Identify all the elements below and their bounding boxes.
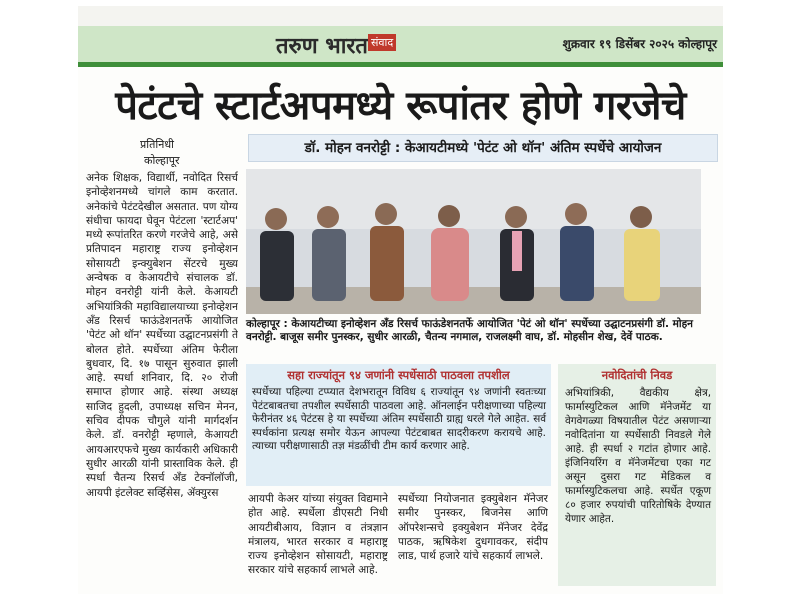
page-top-strip (78, 6, 723, 26)
left-column-text: अनेक शिक्षक, विद्यार्थी, नवोदित रिसर्च इनोव्हेशनमध्ये चांगले काम करतात. अनेकांचे पेटंटदेखील असतात. पण योग्य संधीचा फायदा घेवून पेटंटला 'स्टार्टअप' मध्ये रूपांतरित करणे गरजेचे आहे, असे प्रतिपादन महाराष्ट्र राज्य इनोव्हेशन सोसायटी इन्क्युबेशन सेंटरचे मुख्य अन्वेषक व केआयटीचे संचालक डॉ. मोहन वनरोट्टी यांनी केले. केआयटी अभियांत्रिकी महाविद्यालयाच्या इनोव्हेशन अँड रिसर्च फाऊंडेशनतर्फे आयोजित 'पेटंट ओ थॉन' स्पर्धेच्या उद्घाटनप्रसंगी ते बोलत होते. स्पर्धेच्या अंतिम फेरीला बुधवार, दि. १७ पासून सुरुवात झाली आहे. स्पर्धा शनिवार, दि. २० रोजी समाप्त होणार आहे. संस्था अध्यक्ष साजिद हुदली, उपाध्यक्ष सचिन मेनन, सचिव दीपक चौगुले यांनी मार्गदर्शन केले. डॉ. वनरोट्टी म्हणाले, केआयटी आयआरएफचे मुख्य कार्यकारी अधिकारी सुधीर आरळी यांनी प्रास्ताविक केले. ही स्पर्धा चैतन्य रिसर्च अँड टेक्नॉलॉजी, आयपी इंटलेक्ट सर्व्हिसेस, ॲक्युरस (86, 172, 238, 499)
brand-tag: संवाद (368, 34, 396, 51)
states-box-title: सहा राज्यांतून ९४ जणांनी स्पर्धेसाठी पाठवला तपशील (287, 368, 510, 382)
newspaper-clipping (78, 6, 723, 594)
masthead (78, 26, 723, 67)
newcomers-info-box (558, 364, 716, 586)
byline-place: कोल्हापूर (144, 154, 180, 167)
column-three-text: स्पर्धेच्या नियोजनात इक्युबेशन मॅनेजर समीर पुनस्कर, बिजनेस आणि ऑपरेशन्सचे इक्युबेशन मॅनेजर देवेंद्र पाठक, ऋषिकेश दुधगावकर, संदीप लाड, पार्थ हजारे यांचे सहकार्य लाभले. (398, 493, 548, 563)
subheadline: डॉ. मोहन वनरोट्टी : केआयटीमध्ये 'पेटंट ओ थॉन' अंतिम स्पर्धेचे आयोजन (248, 134, 718, 162)
dateline: शुक्रवार १९ डिसेंबर २०२५ कोल्हापूर (562, 37, 717, 51)
newcomers-box-title: नवोदितांची निवड (601, 368, 673, 382)
event-photo (246, 169, 701, 314)
brand-name: तरुण भारत (276, 33, 368, 59)
byline-reporter: प्रतिनिधी (140, 138, 174, 151)
column-two-text: आयपी केअर यांच्या संयुक्त विद्यमाने होत आहे. स्पर्धेला डीएसटी निधी आयटीबीआय, विज्ञान व तंत्रज्ञान मंत्रालय, भारत सरकार व महाराष्ट्र राज्य इनोव्हेशन सोसायटी, महाराष्ट्र सरकार यांचे सहकार्य लाभले आहे. (248, 493, 388, 577)
headline: पेटंटचे स्टार्टअपमध्ये रूपांतर होणे गरजेचे (115, 83, 686, 129)
photo-caption: कोल्हापूर : केआयटीच्या इनोव्हेशन अँड रिसर्च फाऊंडेशनतर्फे आयोजित 'पेटं ओ थॉन' स्पर्धेच्या उद्घाटनप्रसंगी डॉ. मोहन वनरोट्टी. बाजूस समीर पुनस्कर, सुधीर आरळी, चैतन्य नगमाल, राजलक्ष्मी वाघ, डॉ. मोहसीन शेख, देवें पाठक. (246, 318, 694, 343)
states-box-body: स्पर्धेच्या पहिल्या टप्प्यात देशभरातून विविध ६ राज्यांतून ९४ जणांनी स्वतःच्या पेटंटबाबतचा तपशील स्पर्धेसाठी पाठवला आहे. ऑनलाईन परीक्षणाच्या पहिल्या फेरीनंतर ४६ पेटंटस हे या स्पर्धेच्या अंतिम स्पर्धेसाठी ग्राह्य धरले गेले आहेत. सर्व स्पर्धकांना प्रत्यक्ष समोर येऊन आपल्या पेटंटबाबत सादरीकरण करायचे आहे. त्याच्या परीक्षणासाठी तज्ञ मंडळींची टीम कार्य करणार आहे. (252, 386, 546, 453)
event-photo-illustration (246, 169, 701, 314)
newcomers-box-body: अभियांत्रिकी, वैद्यकीय क्षेत्र, फार्मास्युटिकल आणि मॅनेजमेंट या वेगवेगळ्या विषयातील पेटंट असणाऱ्या नवोदितांना या स्पर्धेसाठी निवडले गेले आहे. ही स्पर्धा २ गटांत होणार आहे. इंजिनियरिंग व मॅनेजमेंटचा एका गट असून दुसरा गट मेडिकल व फार्मास्युटिकलचा आहे. स्पर्धेत एकूण ८० हजार रुपयांची पारितोषिके देण्यात येणार आहेत. (565, 387, 711, 525)
states-info-box (246, 364, 551, 486)
